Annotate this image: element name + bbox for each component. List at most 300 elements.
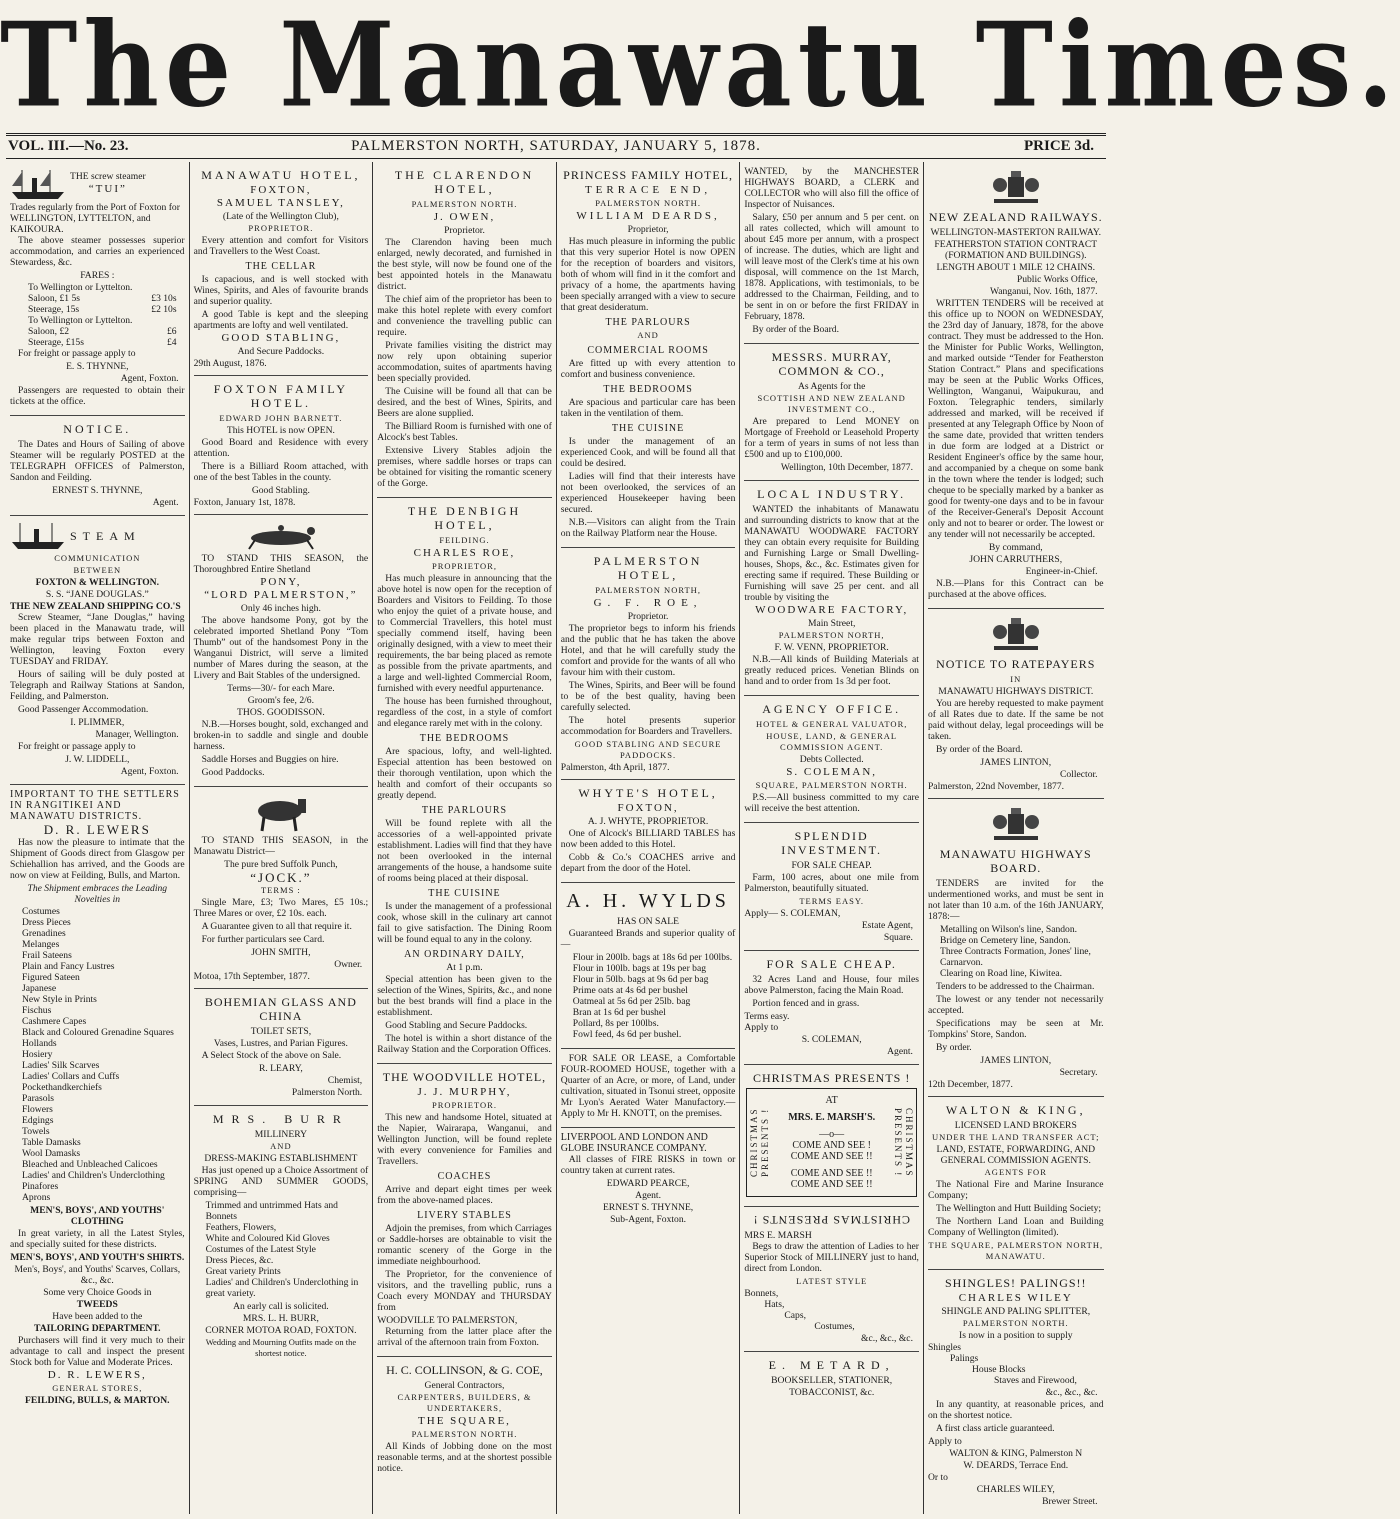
steam-between: BETWEEN (73, 565, 122, 575)
lewers-tweeds-a: Some very Choice Goods in (43, 1287, 152, 1298)
manawatu-hotel-owner: SAMUEL TANSLEY, (216, 197, 345, 209)
liverpool-sub: ERNEST S. THYNNE, (602, 1202, 694, 1213)
pony-height: Only 46 inches high. (240, 603, 321, 614)
collinson-place: PALMERSTON NORTH. (411, 1429, 518, 1439)
steam-ship: S. S. “JANE DOUGLAS.” (45, 589, 149, 600)
fare-row: To Wellington or Lyttelton. (28, 315, 133, 326)
liverpool-p1: All classes of FIRE RISKS in town or country taken at current rates. (560, 1154, 736, 1176)
foxton-family-date: Foxton, January 1st, 1878. (193, 497, 296, 508)
industry-nb: N.B.—All kinds of Building Materials at greatly reduced prices. Venetian Blinds on hand and to order from 1s 3d per foot. (744, 654, 919, 687)
splendid-sale: FOR SALE CHEAP. (791, 860, 872, 871)
jock-heading: TO STAND THIS SEASON, in the Manawatu District— (193, 835, 369, 857)
list-item: Trimmed and untrimmed Hats and Bonnets (205, 1200, 338, 1222)
woodville-livery: LIVERY STABLES (417, 1210, 512, 1221)
princess-commercial: COMMERCIAL ROOMS (587, 345, 709, 356)
foxton-family-heading: FOXTON FAMILY HOTEL. (213, 382, 349, 410)
list-item: Japanese (22, 983, 57, 994)
list-item: Wool Damasks (22, 1148, 81, 1159)
shingles-apply: Apply to (927, 1436, 962, 1447)
list-item: Great variety Prints (205, 1266, 281, 1277)
fare-row: Steerage, £15s £4 (28, 337, 177, 348)
princess-p4: Is under the management of an experienced Cook, and will be found all that could be desired. (560, 436, 736, 469)
foxton-family-open: This HOTEL is now OPEN. (226, 425, 335, 436)
liverpool-heading: LIVERPOOL AND LONDON AND GLOBE INSURANCE COMPANY. (560, 1132, 708, 1154)
price: PRICE 3d. (1023, 138, 1094, 154)
marsh-latest: LATEST STYLE (796, 1276, 868, 1286)
ratepayers-heading: NOTICE TO RATEPAYERS (936, 657, 1096, 671)
steamship-icon (10, 166, 66, 202)
newspaper-title: The Manawatu Times. (0, 0, 1400, 134)
denbigh-p8: The hotel is within a short distance of the Railway Station and the Corporation Offices. (377, 1033, 552, 1055)
bohemian-toilet: TOILET SETS, (250, 1026, 312, 1037)
whyte-ad (561, 780, 736, 883)
clarendon-p2: The chief aim of the proprietor has been to make this hotel replete with every comfort and convenience the travelling public can require. (377, 294, 552, 338)
list-item: Aprons (22, 1192, 51, 1203)
shingles-apply3: W. DEARDS, Terrace End. (963, 1460, 1069, 1471)
denbigh-cuisine: THE CUISINE (428, 888, 501, 899)
list-item: Edgings (22, 1115, 54, 1126)
sale-lease-text: FOR SALE OR LEASE, a Comfortable FOUR-ROOMED HOUSE, together with a Quarter of an Acre, or more, of Land, under cultivation, situated in Tsonui street, opposite Mr Lyon's Aerated Water Manufactory.—Apply to Mr H. KNOTT, on the premises. (560, 1053, 736, 1119)
fare-row: Saloon, £2 £6 (28, 326, 177, 337)
princess-heading: PRINCESS FAMILY HOTEL, (563, 168, 733, 182)
agency-name: S. COLEMAN, (786, 766, 878, 778)
princess-ad (561, 162, 736, 548)
lewers-p1: Has now the pleasure to intimate that the Shipment of Goods direct from Glasgow per Schiehallion has arrived, and the Goods are now on view at Feilding, Bulls, and Marton. (10, 837, 185, 881)
palmerston-hotel-owner: G. F. ROE, (593, 597, 703, 609)
burr-and: AND (270, 1141, 292, 1151)
jock-terms: Single Mare, £3; Two Mares, £5 10s.; Three Mares or over, £2 10s. each. (193, 897, 369, 919)
shingles-heading: SHINGLES! PALINGS!! (944, 1276, 1087, 1290)
agency-ps: P.S.—All business committed to my care will receive the best attention. (744, 792, 919, 814)
murray-p1: Are prepared to Lend MONEY on Mortgage of Freehold or Leasehold Property for a term of years in sums of not less than £500 and up to £100,000. (744, 416, 919, 460)
fares-heading: FARES : (80, 270, 115, 281)
steam-freight: For freight or passage apply to (18, 741, 136, 752)
splendid-ad (744, 823, 919, 951)
princess-terrace: TERRACE END, (584, 184, 712, 196)
princess-p1: Has much pleasure in informing the public that this very superior Hotel is now OPEN for the reception of boarders and visitors, both of whom will find in it the comfort and privacy of a home, the apartments having been specially arranged with a view to secure that great desideratum. (560, 236, 736, 313)
wylds-sale: HAS ON SALE (617, 916, 679, 927)
highways-sign2: Secretary. (1059, 1067, 1098, 1078)
denbigh-p4: Will be found replete with all the accessories of a well-appointed private establishment. Ladies will find that they have not been overlooked in the internal arrangements of the house, a handsome suite of rooms being placed at their disposal. (377, 818, 552, 884)
list-item: &c., &c., &c. (861, 1333, 913, 1344)
industry-heading: LOCAL INDUSTRY. (757, 487, 907, 501)
bohemian-stock: A Select Stock of the above on Sale. (201, 1050, 342, 1061)
bohemian-sign2: Chemist, (327, 1075, 363, 1086)
list-item: Fowl feed, 4s 6d per bushel. (572, 1029, 682, 1040)
horses-icon (194, 521, 369, 551)
shingles-role: SHINGLE AND PALING SPLITTER, (941, 1306, 1091, 1317)
denbigh-p6: Special attention has been given to the selection of the Wines, Spirits, &c., and none but the best brands will find a place in the establishment. (377, 974, 552, 1018)
whyte-p2: Cobb & Co.'s COACHES arrive and depart from the door of the Hotel. (560, 852, 736, 874)
railways-contract: FEATHERSTON STATION CONTRACT (FORMATION AND BUILDINGS). (934, 239, 1098, 261)
wylds-ad (561, 883, 736, 1049)
manawatu-hotel-heading: MANAWATU HOTEL, (201, 168, 361, 182)
denbigh-place: FEILDING. (439, 535, 490, 545)
tui-passengers: Passengers are requested to obtain their tickets at the office. (10, 385, 185, 407)
metard-role2: TOBACCONIST, &c. (789, 1387, 875, 1398)
jock-breed: The pure bred Suffolk Punch, (224, 859, 338, 870)
masthead (0, 0, 1400, 134)
woodville-ad (377, 1064, 552, 1357)
denbigh-p3: Are spacious, lofty, and well-lighted. Especial attention has been bestowed on their thorough ventilation, upon which the health and comfort of their occupants so greatly depend. (377, 746, 552, 801)
splendid-role: Estate Agent, (861, 920, 913, 931)
column-3 (373, 162, 557, 1514)
denbigh-p7: Good Stabling and Secure Paddocks. (385, 1020, 528, 1031)
railways-office-date: Wanganui, Nov. 16th, 1877. (989, 286, 1098, 297)
coat-of-arms-icon (928, 168, 1104, 208)
collinson-p1: All Kinds of Jobbing done on the most reasonable terms, and at the shortest possible notice. (377, 1441, 552, 1474)
list-item: New Style in Prints (22, 994, 97, 1005)
pony-terms: Terms—30/- for each Mare. (227, 683, 335, 694)
tui-p2: The above steamer possesses superior accommodation, and carries an experienced Stewardess, &c. (10, 235, 185, 268)
lewers-purchasers: Purchasers will find it very much to their advantage to call and inspect the present Stock both for Value and Moderate Prices. (10, 1335, 185, 1368)
walton-company1: The National Fire and Marine Insurance Company; (927, 1179, 1104, 1201)
wanted-heading: WANTED, by the MANCHESTER HIGHWAYS BOARD, a CLERK and COLLECTOR who will also fill the office of Inspector of Nuisances. (744, 166, 919, 210)
agency-place: SQUARE, PALMERSTON NORTH. (755, 780, 908, 790)
denbigh-role: PROPRIETOR, (432, 561, 497, 571)
woodville-p4: The Proprietor, for the convenience of visitors, and the travelling public, runs a Coach every MONDAY and THURSDAY from (377, 1269, 552, 1313)
lewers-clothing: MEN'S, BOYS', AND YOUTHS' CLOTHING (30, 1205, 165, 1227)
steam-sign: I. PLIMMER, (70, 717, 125, 728)
jock-date: Motoa, 17th September, 1877. (193, 971, 310, 982)
pony-p2: Saddle Horses and Buggies on hire. (201, 754, 339, 765)
highways-p1: TENDERS are invited for the undermentioned works, and must be sent in not later than 10 a.m. of the 16th JANUARY, 1878:— (927, 878, 1104, 922)
for-sale-p4: Apply to (744, 1022, 779, 1033)
tui-ship-name: “TUI” (88, 183, 127, 195)
list-item: Dress Pieces, &c. (205, 1255, 274, 1266)
pony-p1: The above handsome Pony, got by the celebrated imported Shetland Pony “Tom Thumb” out of the handsomest Pony in the Wanganui District, will serve a limited number of Mares during the season, at the Livery and Bait Stables of the undersigned. (193, 615, 369, 681)
tui-agent-loc: Agent, Foxton. (120, 373, 179, 384)
jock-sign: JOHN SMITH, (251, 947, 311, 958)
list-item: &c., &c., &c. (1045, 1387, 1098, 1398)
ratepayers-sign: JAMES LINTON, (980, 757, 1052, 768)
issue-date: PALMERSTON NORTH, SATURDAY, JANUARY 5, 1878. (351, 138, 761, 154)
shingles-owner: CHARLES WILEY (958, 1292, 1073, 1304)
christmas-come1: COME AND SEE ! (792, 1140, 871, 1151)
denbigh-p1: Has much pleasure in announcing that the above hotel is now open for the reception of Boarders and Visitors to Feilding. To those who enjoy the quiet of a private house, and to Commercial Travellers, this hotel must specially commend itself, having been originally designed, with a view to meet their requirements, the bar being placed as remote as possible from the private apartments, and a large and well-lighted Commercial Room, furnished with every needful appurtenance. (377, 573, 552, 694)
foxton-family-p1: Good Board and Residence with every attention. (193, 437, 369, 459)
shingles-p3: A first class article guaranteed. (935, 1423, 1055, 1434)
murray-ad (744, 344, 919, 481)
steam-company: THE NEW ZEALAND SHIPPING CO.'S (10, 601, 181, 612)
list-item: Costumes, (814, 1321, 855, 1332)
ratepayers-p1: You are hereby requested to make payment of all Rates due to date. If the same be not paid without delay, legal proceedings will be taken. (927, 698, 1104, 742)
railways-ad (928, 162, 1104, 609)
metard-role: BOOKSELLER, STATIONER, (771, 1375, 893, 1386)
tui-p1: Trades regularly from the Port of Foxton for WELLINGTON, LYTTELTON, and KAIKOURA. (10, 202, 180, 235)
industry-place: PALMERSTON NORTH, (778, 630, 885, 640)
pony-pony: PONY, (260, 576, 302, 588)
princess-place: PALMERSTON NORTH. (595, 198, 701, 208)
princess-p3: Are spacious and particular care has been taken in the ventilation of them. (560, 397, 736, 419)
steam-ad (10, 516, 185, 785)
horse-icon (194, 793, 369, 833)
list-item: Three Contracts Formation, Jones' line, Carnarvon. (939, 946, 1091, 968)
shingles-or: Or to (927, 1472, 948, 1483)
christmas-inverted: CHRISTMAS PRESENTS ! (752, 1213, 911, 1227)
christmas-box (746, 1088, 917, 1197)
pony-name: “LORD PALMERSTON,” (204, 589, 358, 601)
collinson-heading: H. C. COLLINSON, & G. COE, (386, 1363, 543, 1377)
walton-place: THE SQUARE, PALMERSTON NORTH, MANAWATU. (928, 1240, 1104, 1261)
list-item: Melanges (22, 939, 60, 950)
shingles-place: PALMERSTON NORTH. (962, 1318, 1069, 1328)
denbigh-parlours: THE PARLOURS (421, 805, 508, 816)
list-item: Cashmere Capes (22, 1016, 87, 1027)
notice-sign2: Agent. (152, 497, 179, 508)
shingles-p2: In any quantity, at reasonable prices, and on the shortest notice. (927, 1399, 1104, 1421)
clarendon-place: PALMERSTON NORTH. (411, 199, 518, 209)
highways-order: By order. (935, 1042, 972, 1053)
manawatu-hotel-ad (194, 162, 369, 376)
manawatu-hotel-p3: A good Table is kept and the sleeping apartments are lofty and well ventilated. (193, 309, 369, 331)
list-item: House Blocks (971, 1364, 1026, 1375)
list-item: Bridge on Cemetery line, Sandon. (939, 935, 1071, 946)
christmas-at: AT (825, 1095, 838, 1106)
liverpool-agent2: Agent. (635, 1190, 661, 1201)
fare-row: To Wellington or Lyttelton. (28, 282, 133, 293)
railways-sign: JOHN CARRUTHERS, (969, 554, 1063, 565)
coat-of-arms-icon (928, 805, 1104, 845)
railways-office: Public Works Office, (1016, 274, 1098, 285)
steam-agent2: Agent, Foxton. (120, 766, 179, 777)
list-item: Figured Sateen (22, 972, 80, 983)
steamship-icon (10, 520, 66, 552)
bohemian-vases: Vases, Lustres, and Parian Figures. (213, 1038, 348, 1049)
for-sale-p3: Terms easy. (744, 1011, 790, 1022)
palmerston-hotel-ad (561, 548, 736, 780)
whyte-p1: One of Alcock's BILLIARD TABLES has now been added to this Hotel. (560, 828, 736, 850)
list-item: Table Damasks (22, 1137, 81, 1148)
lewers-sign2: GENERAL STORES, (52, 1383, 143, 1393)
murray-date: Wellington, 10th December, 1877. (780, 462, 913, 473)
steam-p3: Good Passenger Accommodation. (18, 704, 149, 715)
denbigh-heading: THE DENBIGH HOTEL, (407, 504, 522, 532)
collinson-square: THE SQUARE, (418, 1415, 511, 1427)
walton-agents: LAND, ESTATE, FORWARDING, AND GENERAL COMMISSION AGENTS. (936, 1144, 1096, 1166)
walton-role: LICENSED LAND BROKERS (954, 1120, 1077, 1131)
princess-role: Proprietor, (627, 224, 669, 235)
clarendon-p6: Extensive Livery Stables adjoin the premises, where saddle horses or traps can be obtained for visiting the romantic scenery of the Gorge. (377, 445, 552, 489)
splendid-terms: TERMS EASY. (799, 896, 865, 906)
fare-row: Saloon, £1 5s £3 10s (28, 293, 177, 304)
whyte-place: FOXTON, (617, 802, 679, 814)
collinson-ad (377, 1357, 552, 1482)
pony-nb: N.B.—Horses bought, sold, exchanged and broken-in to saddle and single and double harness. (193, 719, 369, 752)
notice-body: The Dates and Hours of Sailing of above Steamer will be regularly POSTED at the TELEGRAPH OFFICES of Palmerston, Sandon and Feilding. (10, 439, 185, 483)
list-item: Fischus (22, 1005, 52, 1016)
christmas-vertical-left: CHRISTMAS PRESENTS ! (749, 1107, 771, 1178)
ratepayers-ad (928, 609, 1104, 799)
palmerston-hotel-p3: The hotel presents superior accommodation for Boarders and Travellers. (560, 715, 736, 737)
burr-millinery: MILLINERY (254, 1129, 307, 1140)
marsh-p1: Begs to draw the attention of Ladies to her Superior Stock of MILLINERY just to hand, direct from London. (744, 1241, 919, 1274)
metard-ad (744, 1352, 919, 1405)
princess-and: AND (637, 330, 659, 340)
for-sale-heading: FOR SALE CHEAP. (766, 957, 897, 971)
splendid-apply: Apply— S. COLEMAN, (744, 908, 841, 919)
column-6 (924, 162, 1108, 1514)
list-item: Ladies' Collars and Cuffs (22, 1071, 120, 1082)
notice-ad (10, 416, 185, 516)
marsh-name: MRS E. MARSH (744, 1230, 812, 1241)
denbigh-daily-time: At 1 p.m. (446, 962, 483, 973)
railways-command: By command, (988, 542, 1043, 553)
woodville-p5: Returning from the latter place after the arrival of the afternoon train from Foxton. (377, 1326, 552, 1348)
list-item: Feathers, Flowers, (205, 1222, 277, 1233)
burr-wedding: Wedding and Mourning Outfits made on the shortest notice. (205, 1337, 357, 1358)
list-item: Clearing on Road line, Kiwitea. (939, 968, 1062, 979)
whyte-owner: A. J. WHYTE, PROPRIETOR. (587, 816, 709, 827)
burr-sign2: CORNER MOTOA ROAD, FOXTON. (205, 1325, 357, 1336)
tui-heading: THE screw steamer (70, 171, 146, 182)
ratepayers-date: Palmerston, 22nd November, 1877. (927, 781, 1065, 792)
column-2 (190, 162, 374, 1514)
christmas-come4: COME AND SEE !! (790, 1179, 873, 1190)
burr-ad (194, 1106, 369, 1366)
notice-sign: ERNEST S. THYNNE, (52, 485, 143, 496)
for-sale-p1: 32 Acres Land and House, four miles above Palmerston, facing the Main Road. (744, 974, 919, 996)
steam-sub: COMMUNICATION (54, 553, 141, 563)
industry-street: Main Street, (807, 618, 856, 629)
splendid-p1: Farm, 100 acres, about one mile from Palmerston, beautifully situated. (744, 872, 919, 894)
ratepayers-sign2: Collector. (1059, 769, 1098, 780)
list-item: Grenadines (22, 928, 66, 939)
dateline (6, 133, 1106, 159)
pony-heading: TO STAND THIS SEASON, the Thoroughbred Entire Shetland (193, 553, 369, 575)
list-item: Shingles (927, 1342, 962, 1353)
list-item: Prime oats at 4s 6d per bushel (572, 985, 688, 996)
jock-sign2: Owner. (334, 959, 363, 970)
manawatu-hotel-p2: Is capacious, and is well stocked with Wines, Spirits, and Ales of favourite brands and superior quality. (193, 274, 369, 307)
ratepayers-in: IN (1010, 674, 1022, 684)
list-item: Ladies' and Children's Underclothing (22, 1170, 165, 1181)
highways-ad (928, 799, 1104, 1097)
splendid-square: Square. (883, 932, 913, 943)
manawatu-hotel-stabling: GOOD STABLING, (221, 332, 341, 344)
foxton-family-p2: There is a Billiard Room attached, with one of the best Tables in the county. (193, 461, 369, 483)
christmas-dash: —o— (819, 1129, 845, 1140)
princess-p2: Are fitted up with every attention to comfort and business convenience. (560, 358, 736, 380)
collinson-role: General Contractors, (424, 1380, 505, 1391)
ratepayers-district: MANAWATU HIGHWAYS DISTRICT. (938, 686, 1094, 697)
list-item: Ladies' Silk Scarves (22, 1060, 100, 1071)
railways-nb: N.B.—Plans for this Contract can be purchased at the above offices. (927, 578, 1104, 600)
agency-ad (744, 696, 919, 823)
list-item: Oatmeal at 5s 6d per 25lb. bag (572, 996, 691, 1007)
shingles-apply2: WALTON & KING, Palmerston N (949, 1448, 1083, 1459)
walton-heading: WALTON & KING, (945, 1103, 1086, 1117)
list-item: Flour in 200lb. bags at 18s 6d per 100lbs. (572, 952, 733, 963)
princess-p5: Ladies will find that their interests have not been overlooked, the services of an experienced Housekeeper having been secured. (560, 471, 736, 515)
woodville-p3: Adjoin the premises, from which Carriages or Saddle-horses are obtainable to visit the romantic scenery of the Gorge in the immediate neighbourhood. (377, 1223, 552, 1267)
shingles-ad (928, 1270, 1104, 1514)
burr-dress: DRESS-MAKING ESTABLISHMENT (204, 1153, 358, 1164)
list-item: Flowers (22, 1104, 53, 1115)
manawatu-hotel-paddocks: And Secure Paddocks. (237, 346, 325, 357)
agency-house: HOUSE, LAND, & GENERAL COMMISSION AGENT. (766, 731, 898, 752)
list-item: Parasols (22, 1093, 54, 1104)
woodville-coaches: COACHES (437, 1171, 492, 1182)
wanted-ad (744, 162, 919, 344)
metard-heading: E. METARD, (768, 1358, 895, 1372)
palmerston-hotel-date: Palmerston, 4th April, 1877. (560, 762, 670, 773)
pony-p3: Good Paddocks. (201, 767, 265, 778)
shingles-sign: CHARLES WILEY, (976, 1484, 1055, 1495)
christmas-heading: CHRISTMAS PRESENTS ! (752, 1071, 911, 1085)
industry-p1: WANTED the inhabitants of Manawatu and surrounding districts to know that at the MANAWATU WOODWARE FACTORY they can obtain every requisite for Building and Furnishing Large or Small Dwelling-houses, Shops, &c., &c. Estimates given for erecting same if required. These Building or Furnishing will save 25 per cent. and all trouble by visiting the (744, 504, 919, 603)
palmerston-hotel-role: Proprietor. (627, 611, 669, 622)
columns (6, 162, 1108, 1514)
jock-name: “JOCK.” (250, 870, 312, 885)
denbigh-p5: Is under the management of a professional cook, whose skill in the culinary art cannot fail to give satisfaction. The Dining Room will be found equal to any in the colony. (377, 901, 552, 945)
steam-p1: Screw Steamer, “Jane Douglas,” having been placed in the Manawatu trade, will make regular trips between Foxton and Wellington, leaving Foxton every TUESDAY and FRIDAY. (10, 612, 185, 667)
christmas-vertical-right: CHRISTMAS PRESENTS ! (892, 1107, 914, 1178)
fare-row: Steerage, 15s £2 10s (28, 304, 177, 315)
wanted-p1: Salary, £50 per annum and 5 per cent. on all rates collected, which will amount to about £45 more per annum, with a prospect of increase. The duties, which are light and will leave most of the Clerk's time at his own disposal, will commence on the 1st March, 1878. Applications, with testimonials, to be addressed to the Chairman, Feilding, and to be sent in on or before the first FRIDAY in February, 1878. (744, 212, 919, 322)
list-item: Flour in 50lb. bags at 9s 6d per bag (572, 974, 709, 985)
list-item: Metalling on Wilson's line, Sandon. (939, 924, 1078, 935)
murray-heading: MESSRS. MURRAY, COMMON & CO., (771, 350, 892, 378)
agency-heading: AGENCY OFFICE. (762, 702, 902, 716)
pony-fee: Groom's fee, 2/6. (247, 695, 314, 706)
liverpool-agent: EDWARD PEARCE, (606, 1178, 690, 1189)
clarendon-role: Proprietor. (444, 225, 485, 236)
clarendon-p4: The Cuisine will be found all that can be desired, and the best of Wines, Spirits, and Beers are alone supplied. (377, 386, 552, 419)
steam-p2: Hours of sailing will be duly posted at Telegraph and Railway Stations at Sandon, Feilding, and Palmerston. (10, 669, 185, 702)
princess-nb: N.B.—Visitors can alight from the Train on the Railway Platform near the House. (560, 517, 736, 539)
denbigh-bedrooms: THE BEDROOMS (419, 733, 510, 744)
list-item: Plain and Fancy Lustres (22, 961, 115, 972)
list-item: Caps, (784, 1310, 806, 1321)
liverpool-sub2: Sub-Agent, Foxton. (610, 1214, 687, 1225)
walton-act: UNDER THE LAND TRANSFER ACT; (932, 1132, 1100, 1142)
denbigh-owner: CHARLES ROE, (413, 547, 516, 559)
highways-heading: MANAWATU HIGHWAYS BOARD. (939, 847, 1092, 875)
list-item: Bonnets, (744, 1288, 779, 1299)
industry-ad (744, 481, 919, 696)
foxton-family-owner: EDWARD JOHN BARNETT. (219, 413, 343, 423)
bohemian-ad (194, 989, 369, 1106)
list-item: Bleached and Unbleached Calicoes (22, 1159, 158, 1170)
lewers-clothing-p: In great variety, in all the Latest Styles, and specially suited for these districts. (10, 1228, 185, 1250)
christmas-come3: COME AND SEE !! (790, 1168, 873, 1179)
highways-sign: JAMES LINTON, (980, 1055, 1052, 1066)
highways-date: 12th December, 1877. (927, 1079, 1013, 1090)
notice-heading: NOTICE. (63, 422, 132, 436)
palmerston-hotel-heading: PALMERSTON HOTEL, (593, 554, 703, 582)
shingles-p1: Is now in a position to supply (959, 1330, 1073, 1341)
steam-sign2: Manager, Wellington. (95, 729, 179, 740)
clarendon-owner: J. OWEN, (433, 211, 496, 223)
list-item: Flour in 100lb. bags at 19s per bag (572, 963, 707, 974)
coat-of-arms-icon (928, 615, 1104, 655)
list-item: Pinafores (22, 1181, 59, 1192)
lewers-shirts: MEN'S, BOYS', AND YOUTH'S SHIRTS. (10, 1252, 185, 1263)
lewers-name: D. R. LEWERS (43, 822, 151, 837)
walton-for: AGENTS FOR (984, 1167, 1047, 1177)
list-item: Ladies' and Children's Underclothing in great variety. (205, 1277, 359, 1299)
denbigh-p2: The house has been furnished throughout, regardless of the cost, in a style of comfort and elegance rarely met with in the colony. (377, 696, 552, 729)
liverpool-ad (561, 1128, 736, 1232)
pony-sign: THOS. GOODISSON. (237, 707, 325, 718)
lewers-items (22, 906, 185, 1203)
manawatu-hotel-role: PROPRIETOR. (248, 223, 314, 233)
steam-route: FOXTON & WELLINGTON. (35, 577, 159, 588)
sale-lease-ad (561, 1049, 736, 1128)
lewers-sign: D. R. LEWERS, (47, 1369, 147, 1381)
wanted-sign: By order of the Board. (752, 324, 839, 335)
